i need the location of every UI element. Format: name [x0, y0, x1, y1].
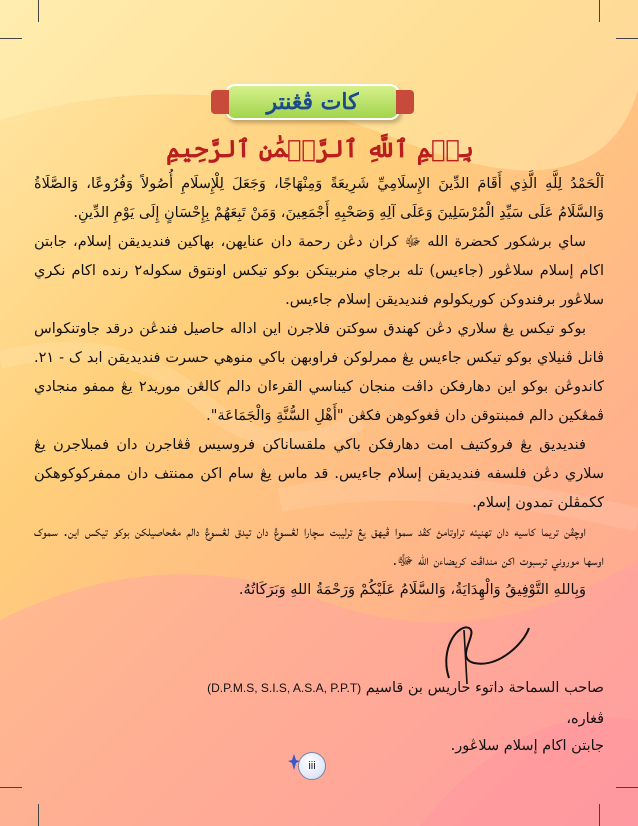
- signoff-name-line: [34, 680, 604, 696]
- signatory-title: ڤغاره،: [566, 711, 604, 727]
- signature: [429, 618, 539, 688]
- crop-mark: [599, 804, 600, 826]
- foreword-body: [34, 170, 604, 605]
- closing-salutation: وَبِاللهِ التَّوْفِيقُ وَالْهِدَايَةُ، وَالسَّلَامُ عَلَيْكُمْ وَرَحْمَةُ اللهِ وَبَرَكَاتُهُ.: [238, 582, 586, 598]
- crop-mark: [0, 38, 22, 39]
- signoff-block: [34, 618, 604, 758]
- foreword-paragraph: ساي برشکور کحضرة الله ﷻ کران دڠن رحمة دان عنايهن، بهاکين فنديديقن إسلام، جابتن اکام إسلام سلاڠور (جاءيس) تله برجاي منربيتکن بوکو تيکس اونتوق سکوله٢ رنده اکام نکري سلاڠور برفندوکن کوريکولوم فنديديقن إسلام جاءيس.: [34, 234, 605, 308]
- basmala: بِسۡمِ ٱللَّهِ ٱلرَّحۡمَٰنِ ٱلرَّحِيمِ: [166, 134, 474, 163]
- page-number: iii: [298, 752, 326, 780]
- crop-mark: [616, 38, 638, 39]
- title-banner: [225, 84, 400, 120]
- crop-mark: [616, 787, 638, 788]
- crop-mark: [38, 804, 39, 826]
- foreword-paragraph: بوکو تيکس يڠ سلاري دڠن کهندق سوکتن فلاجرن اين اداله حاصيل فندڠن درقد جاوتنکواس ڤانل ڤنيلاي بوکو تيکس جاءيس يڠ ممرلوکن فراوبهن باکي منوهي حسرت فنديديقن ابد ک - ٢١. کاندوڠن بوکو اين دهارفکن داڤت منجان کيناسي القرءان دالم کالڠن موريد٢ يڠ ممفو منجادي ڤمڠکين دالم فمبنتوقن دان ڤغوکوهن فکڠن "أَهْلِ السُّنَّةِ وَالْجَمَاعَة".: [34, 321, 604, 424]
- signatory-name: صاحب السماحة داتوء حاريس بن قاسيم: [365, 680, 604, 696]
- banner-tip-left: [211, 90, 229, 114]
- foreword-paragraph: فنديديق يڠ فروکتيف امت دهارفکن باکي ملقساناکن فروسيس ڤڠاجرن دان فمبلاجرن يڠ سلاري دڠن فلسفه فنديديقن إسلام جاءيس. قد ماس يڠ سام اکن ممنتف دان ممفرکوکوهکن ککمڤلن تمدون إسلام.: [34, 437, 604, 511]
- crop-mark: [38, 0, 39, 22]
- page-title: كات ڤڠنتر: [266, 89, 359, 115]
- signatory-credentials: (D.P.M.S, S.I.S, A.S.A, P.P.T): [207, 681, 362, 695]
- signatory-department: جابتن اکام إسلام سلاڠور.: [450, 738, 604, 754]
- opening-doxology: اَلْحَمْدُ لِلَّهِ الَّذِي أَقَامَ الدِّينَ الإِسلَامِيِّ شَرِيعَةً وَمِنْهَاجًا، وَجَعَلَ لِلْإِسلَامِ أُصُولاً وَفُرُوعًا، وَالصَّلَاةُ وَالسَّلَامُ عَلَى سَيِّدِ الْمُرْسَلِينَ وَعَلَى آلِهِ وَصَحْبِهِ أَجْمَعِينَ، وَمَنْ تَبِعَهُمْ بِإِحْسَانٍ إِلَى يَوْمِ الدِّينِ.: [34, 176, 604, 221]
- crop-mark: [599, 0, 600, 22]
- crop-mark: [0, 787, 22, 788]
- foreword-paragraph: اوچڤن تريما کاسيه دان تهنيئه تراوتامڽ کڤد سموا ڤيهق يڠ ترليبت سچارا لڠسوڠ دان تيدق لڠسوڠ دالم مڠحاصيلکن بوکو تيکس اين. سموک اوسها موروني ترسبوت اکن منداڤت کريضاءن الله ﷻ.: [34, 524, 604, 569]
- banner-tip-right: [396, 90, 414, 114]
